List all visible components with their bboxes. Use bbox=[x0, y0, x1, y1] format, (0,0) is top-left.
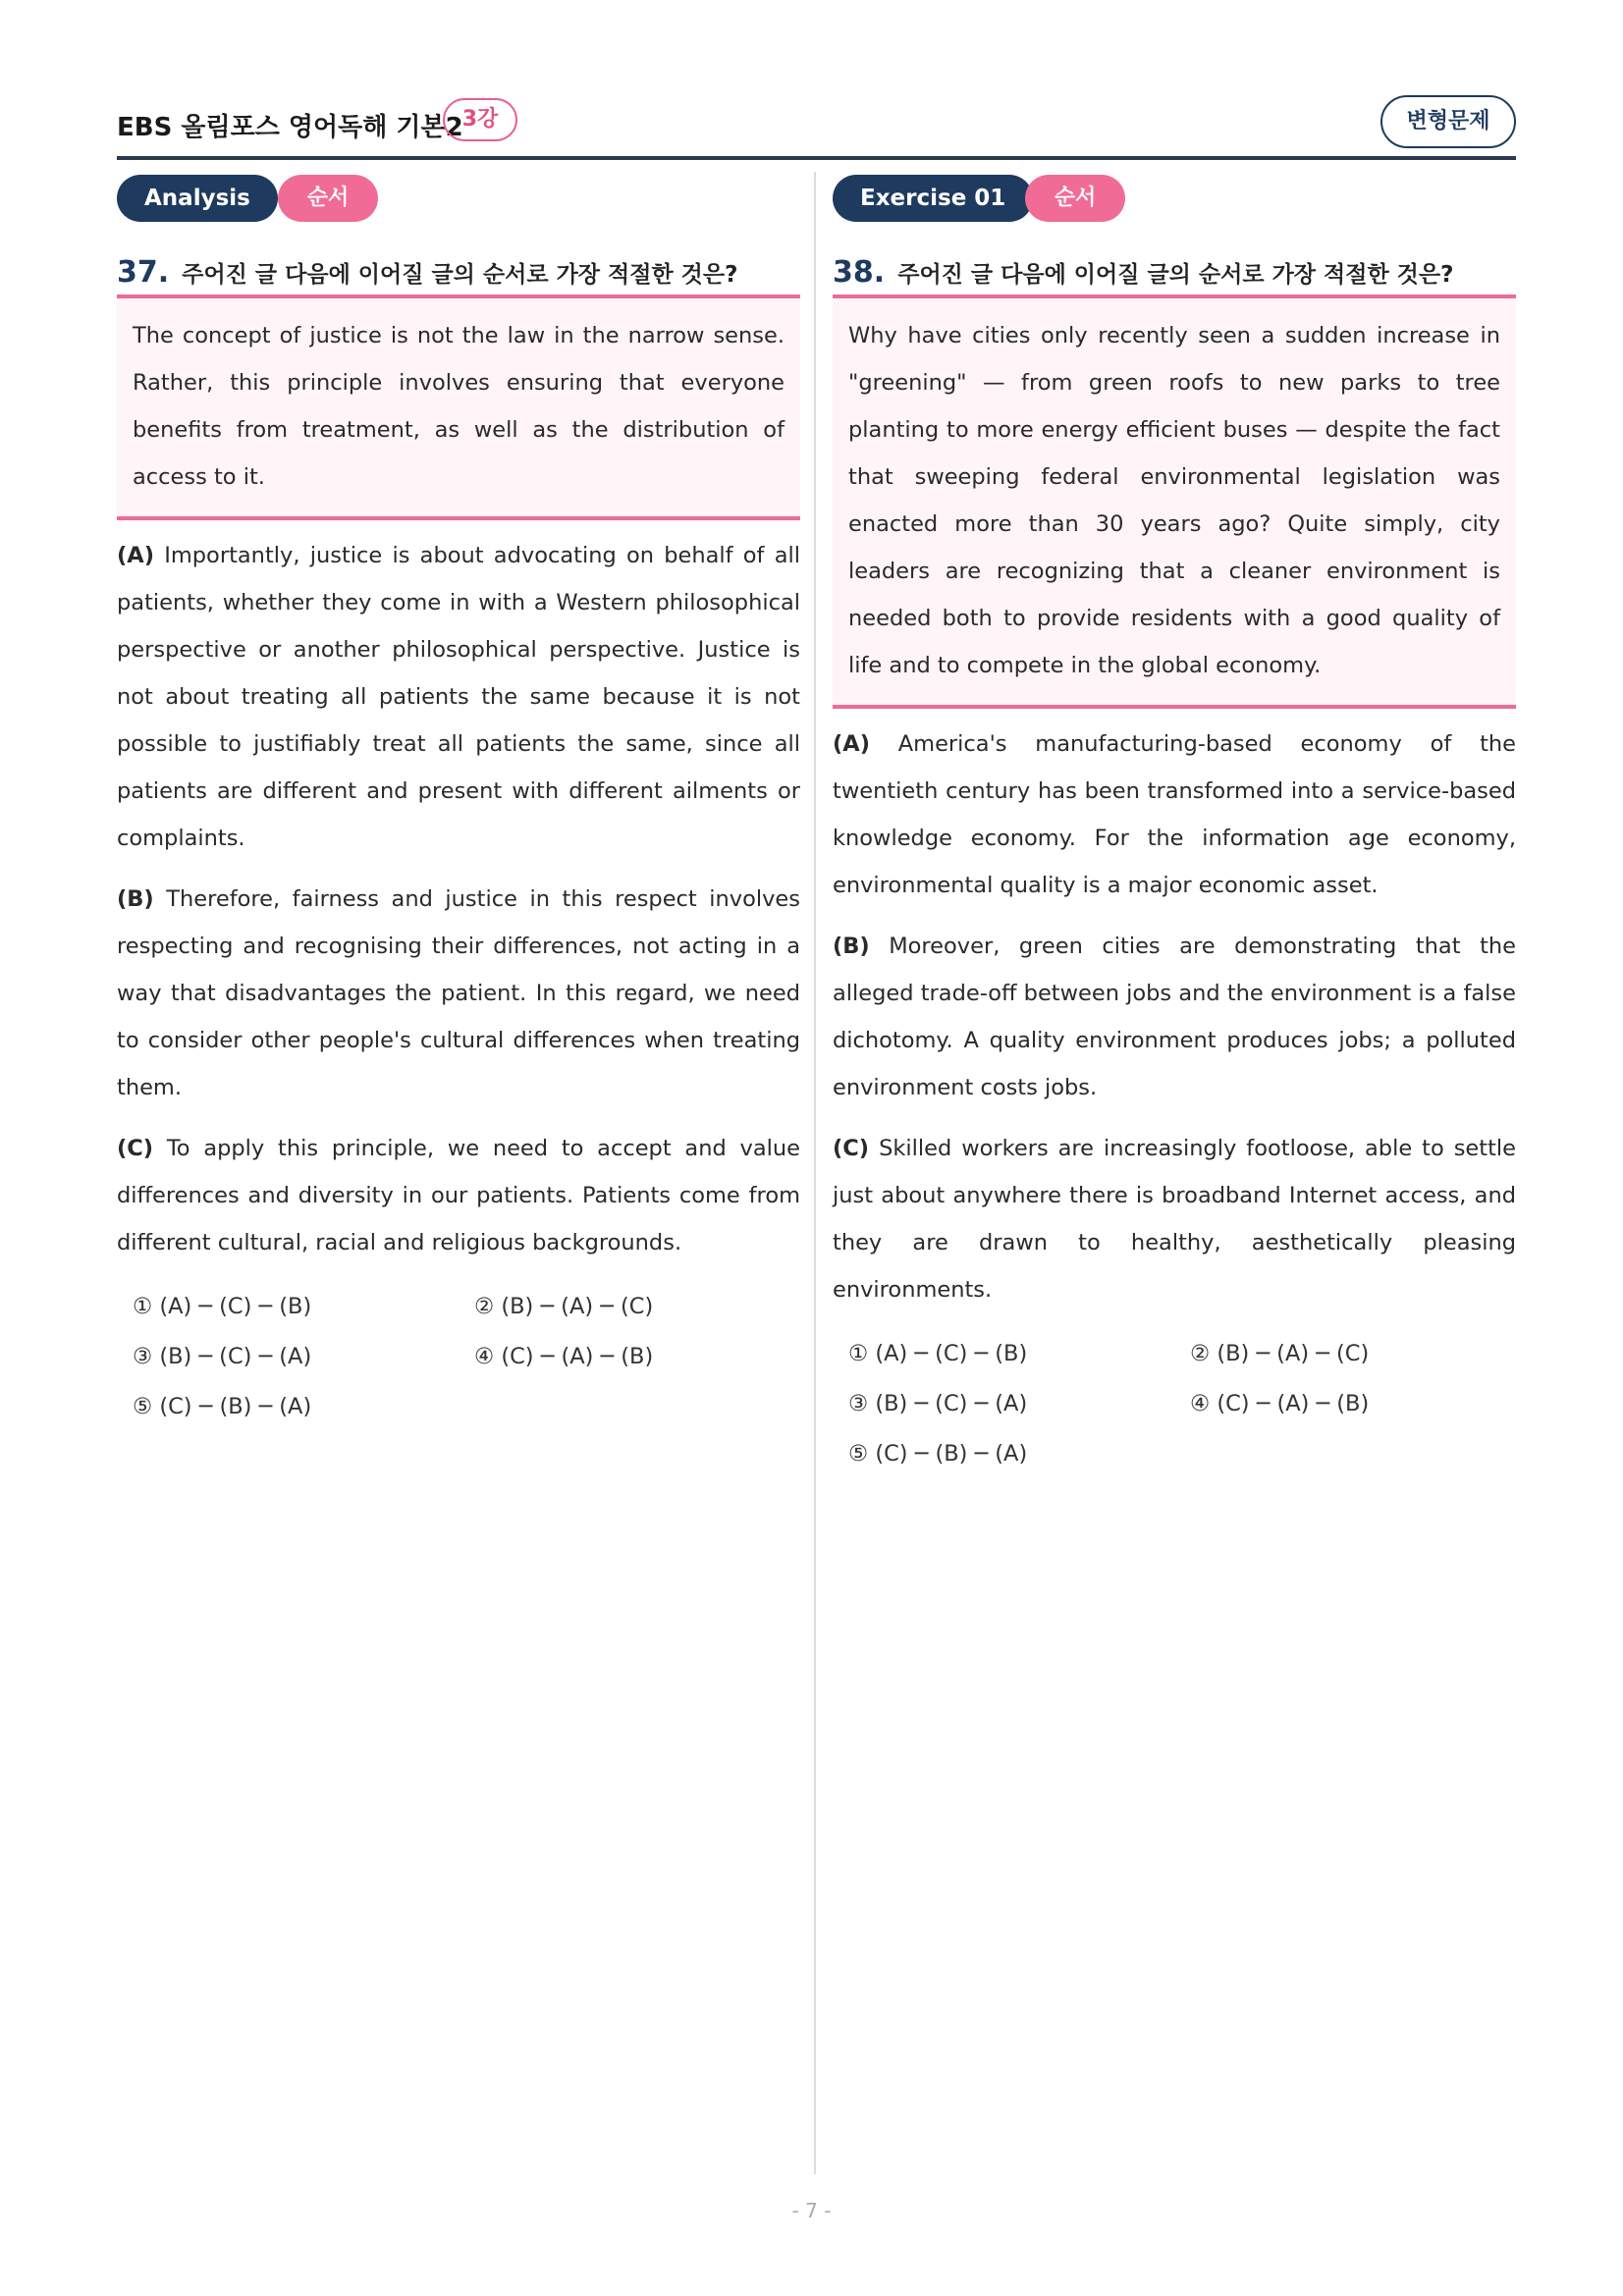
paragraph-text: Importantly, justice is about advocating on behalf of all patients, whether they come in with a Western philosophical perspective or another philosophical perspective. Justice is not about treating all patients the same because it is not possible to justifiably treat all patients the same, since all patients are different and present with different ailments or complaints. bbox=[117, 543, 800, 851]
left-column bbox=[117, 175, 800, 1436]
given-passage: Why have cities only recently seen a sudden increase in "greening" — from green roofs to new parks to tree planting to more energy efficient buses — despite the fact that sweeping federal environmental legislation was enacted more than 30 years ago? Quite simply, city leaders are recognizing that a cleaner environment is needed both to provide residents with a good quality of life and to compete in the global economy. bbox=[848, 323, 1500, 678]
choice-5[interactable]: ⑤ (C) ─ (B) ─ (A) bbox=[848, 1441, 1028, 1467]
choice-5[interactable]: ⑤ (C) ─ (B) ─ (A) bbox=[133, 1394, 312, 1419]
answer-choices bbox=[833, 1333, 1516, 1483]
choice-row bbox=[848, 1333, 1516, 1383]
choice-2[interactable]: ② (B) ─ (A) ─ (C) bbox=[474, 1294, 654, 1319]
tag-row bbox=[833, 175, 1516, 222]
answer-choices bbox=[117, 1286, 800, 1436]
question-type-tag: 순서 bbox=[278, 175, 378, 222]
choice-1[interactable]: ① (A) ─ (C) ─ (B) bbox=[848, 1341, 1028, 1366]
paragraph-c bbox=[117, 1125, 800, 1266]
given-passage-box bbox=[117, 298, 800, 520]
column-divider bbox=[814, 172, 816, 2174]
paragraph-a bbox=[833, 721, 1516, 909]
paragraph-label: (A) bbox=[117, 543, 154, 568]
question-number: 38. bbox=[833, 255, 886, 290]
question-text: 주어진 글 다음에 이어질 글의 순서로 가장 적절한 것은? bbox=[897, 262, 1454, 288]
paragraph-label: (C) bbox=[117, 1136, 154, 1161]
choice-row bbox=[848, 1433, 1516, 1483]
paragraph-text: To apply this principle, we need to accept and value differences and diversity in our patients. Patients come from different cultural, racial and religious backgrounds. bbox=[117, 1136, 800, 1255]
lesson-badge: 3강 bbox=[443, 98, 517, 141]
paragraph-label: (B) bbox=[117, 886, 154, 912]
question-number: 37. bbox=[117, 255, 170, 290]
choice-4[interactable]: ④ (C) ─ (A) ─ (B) bbox=[474, 1344, 654, 1369]
page-number: - 7 - bbox=[791, 2199, 832, 2222]
paragraph-label: (B) bbox=[833, 934, 870, 959]
choice-2[interactable]: ② (B) ─ (A) ─ (C) bbox=[1190, 1341, 1370, 1366]
section-tag: Exercise 01 bbox=[833, 175, 1033, 222]
given-passage-box bbox=[833, 298, 1516, 709]
book-title: EBS 올림포스 영어독해 기본2 bbox=[117, 113, 463, 142]
page-header bbox=[117, 95, 1516, 160]
problem-type-badge: 변형문제 bbox=[1380, 95, 1516, 148]
paragraph-label: (A) bbox=[833, 731, 870, 757]
choice-row bbox=[133, 1386, 800, 1436]
choice-3[interactable]: ③ (B) ─ (C) ─ (A) bbox=[133, 1344, 312, 1369]
question-type-tag: 순서 bbox=[1025, 175, 1125, 222]
paragraph-label: (C) bbox=[833, 1136, 870, 1161]
paragraph-b bbox=[833, 923, 1516, 1111]
paragraph-b bbox=[117, 876, 800, 1111]
choice-row bbox=[848, 1383, 1516, 1433]
paragraph-text: Skilled workers are increasingly footloose, able to settle just about anywhere there is broadband Internet access, and they are drawn to healthy, aesthetically pleasing environments. bbox=[833, 1136, 1516, 1303]
question-text: 주어진 글 다음에 이어질 글의 순서로 가장 적절한 것은? bbox=[182, 262, 738, 288]
section-tag: Analysis bbox=[117, 175, 278, 222]
paragraph-text: America's manufacturing-based economy of the twentieth century has been transformed into a service-based knowledge economy. For the information age economy, environmental quality is a major economic asset. bbox=[833, 731, 1516, 898]
choice-3[interactable]: ③ (B) ─ (C) ─ (A) bbox=[848, 1391, 1028, 1416]
tag-row bbox=[117, 175, 800, 222]
choice-1[interactable]: ① (A) ─ (C) ─ (B) bbox=[133, 1294, 312, 1319]
right-column bbox=[833, 175, 1516, 1483]
paragraph-text: Moreover, green cities are demonstrating that the alleged trade-off between jobs and the environment is a false dichotomy. A quality environment produces jobs; a polluted environment costs jobs. bbox=[833, 934, 1516, 1100]
given-passage: The concept of justice is not the law in the narrow sense. Rather, this principle involves ensuring that everyone benefits from treatment, as well as the distribution of access to it. bbox=[133, 323, 784, 490]
choice-row bbox=[133, 1336, 800, 1386]
paragraph-a bbox=[117, 532, 800, 862]
choice-4[interactable]: ④ (C) ─ (A) ─ (B) bbox=[1190, 1391, 1370, 1416]
paragraph-c bbox=[833, 1125, 1516, 1313]
question-heading bbox=[833, 255, 1516, 294]
question-heading bbox=[117, 255, 800, 294]
paragraph-text: Therefore, fairness and justice in this respect involves respecting and recognising their differences, not acting in a way that disadvantages the patient. In this regard, we need to consider other people's cultural differences when treating them. bbox=[117, 886, 800, 1100]
header-rule bbox=[117, 156, 1516, 160]
choice-row bbox=[133, 1286, 800, 1336]
